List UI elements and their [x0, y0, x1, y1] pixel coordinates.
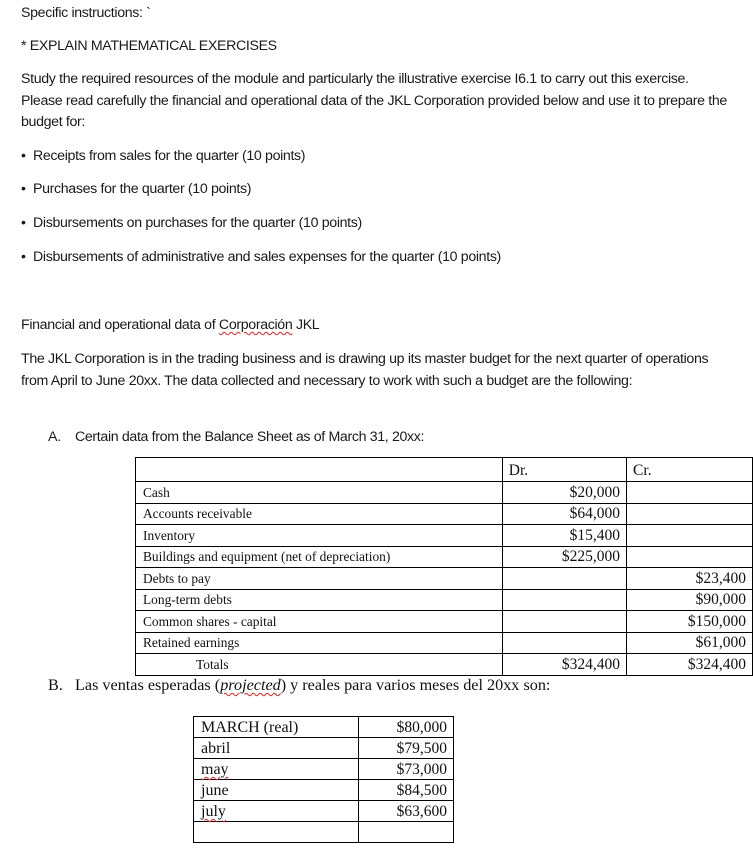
credit-value	[627, 503, 753, 525]
credit-value	[627, 546, 753, 568]
task-label: Disbursements on purchases for the quarter (10 points)	[33, 215, 362, 231]
credit-value	[627, 482, 753, 504]
debit-value	[502, 589, 626, 611]
bullet-icon: •	[21, 181, 26, 197]
section-b-title-suffix: ) y reales para varios meses del 20xx son:	[280, 676, 551, 694]
table-row	[194, 738, 454, 759]
table-row-empty	[194, 822, 454, 843]
financial-title-suffix: JKL	[292, 317, 320, 333]
sales-value: $79,500	[359, 738, 454, 759]
credit-value: $23,400	[627, 568, 753, 590]
financial-data-title	[21, 317, 319, 333]
month-label	[194, 801, 359, 822]
balance-sheet-table	[135, 457, 753, 676]
totals-row	[136, 654, 753, 676]
header-account	[136, 458, 503, 482]
sales-value: $80,000	[359, 717, 454, 738]
section-a-marker: A.	[48, 429, 61, 445]
financial-intro-paragraph: The JKL Corporation is in the trading business and is drawing up its master budget for the next quarter of operations from April to June 20xx. The data collected and necessary to work with such a budget are the following:	[21, 351, 709, 389]
debit-value: $20,000	[502, 482, 626, 504]
sales-value[interactable]	[359, 822, 454, 843]
credit-value: $61,000	[627, 632, 753, 654]
table-row	[136, 503, 753, 525]
task-item	[21, 148, 305, 164]
sales-value: $84,500	[359, 780, 454, 801]
task-item	[21, 181, 251, 197]
task-label: Purchases for the quarter (10 points)	[33, 181, 252, 197]
table-row	[194, 801, 454, 822]
debit-value: $225,000	[502, 546, 626, 568]
debit-value: $15,400	[502, 525, 626, 547]
section-a-heading	[48, 429, 424, 445]
sales-value: $63,600	[359, 801, 454, 822]
task-item	[21, 249, 501, 265]
header-debit: Dr.	[502, 458, 626, 482]
table-row	[136, 589, 753, 611]
table-header-row	[136, 458, 753, 482]
month-label: june	[194, 780, 359, 801]
misspelled-word[interactable]: may	[201, 761, 229, 778]
task-label: Receipts from sales for the quarter (10 points)	[33, 148, 306, 164]
financial-title-prefix: Financial and operational data of	[21, 317, 219, 333]
section-a-title: Certain data from the Balance Sheet as of March 31, 20xx:	[75, 429, 425, 445]
misspelled-word[interactable]: july	[201, 803, 226, 820]
bullet-icon: •	[21, 215, 26, 231]
account-name: Inventory	[136, 525, 503, 547]
table-row	[136, 482, 753, 504]
sales-table	[193, 716, 454, 843]
credit-value	[627, 525, 753, 547]
totals-label: Totals	[136, 654, 503, 676]
table-row	[194, 780, 454, 801]
account-name: Debts to pay	[136, 568, 503, 590]
bullet-icon: •	[21, 148, 26, 164]
account-name: Buildings and equipment (net of depreciation)	[136, 546, 503, 568]
debit-value	[502, 632, 626, 654]
header-credit: Cr.	[627, 458, 753, 482]
total-credit: $324,400	[627, 654, 753, 676]
debit-value	[502, 611, 626, 633]
credit-value: $150,000	[627, 611, 753, 633]
table-row	[136, 525, 753, 547]
total-debit: $324,400	[502, 654, 626, 676]
table-row	[136, 611, 753, 633]
table-row	[136, 568, 753, 590]
month-label	[194, 759, 359, 780]
debit-value: $64,000	[502, 503, 626, 525]
bullet-icon: •	[21, 249, 26, 265]
table-row	[194, 717, 454, 738]
account-name: Cash	[136, 482, 503, 504]
section-b-title-prefix: Las ventas esperadas (	[75, 676, 221, 694]
task-item	[21, 215, 362, 231]
account-name: Retained earnings	[136, 632, 503, 654]
table-row	[136, 546, 753, 568]
misspelled-word[interactable]: Corporación	[218, 317, 293, 333]
study-paragraph: Study the required resources of the module and particularly the illustrative exercise I6.1 to carry out this exercise. Please read carefully the financial and operational data of the JKL Corporation provided below and use it to prepare the budget for:	[21, 71, 727, 130]
specific-instructions-label: Specific instructions: `	[21, 5, 151, 21]
explain-heading: * EXPLAIN MATHEMATICAL EXERCISES	[21, 38, 277, 54]
account-name: Long-term debts	[136, 589, 503, 611]
account-name: Common shares - capital	[136, 611, 503, 633]
section-b-marker: B.	[48, 676, 63, 694]
table-row	[136, 632, 753, 654]
table-row	[194, 759, 454, 780]
misspelled-word-projected[interactable]: projected	[220, 676, 281, 694]
credit-value: $90,000	[627, 589, 753, 611]
section-b-heading	[48, 676, 550, 695]
month-label[interactable]	[194, 822, 359, 843]
month-label: abril	[194, 738, 359, 759]
task-label: Disbursements of administrative and sales expenses for the quarter (10 points)	[33, 249, 501, 265]
debit-value	[502, 568, 626, 590]
account-name: Accounts receivable	[136, 503, 503, 525]
sales-value: $73,000	[359, 759, 454, 780]
month-label: MARCH (real)	[194, 717, 359, 738]
